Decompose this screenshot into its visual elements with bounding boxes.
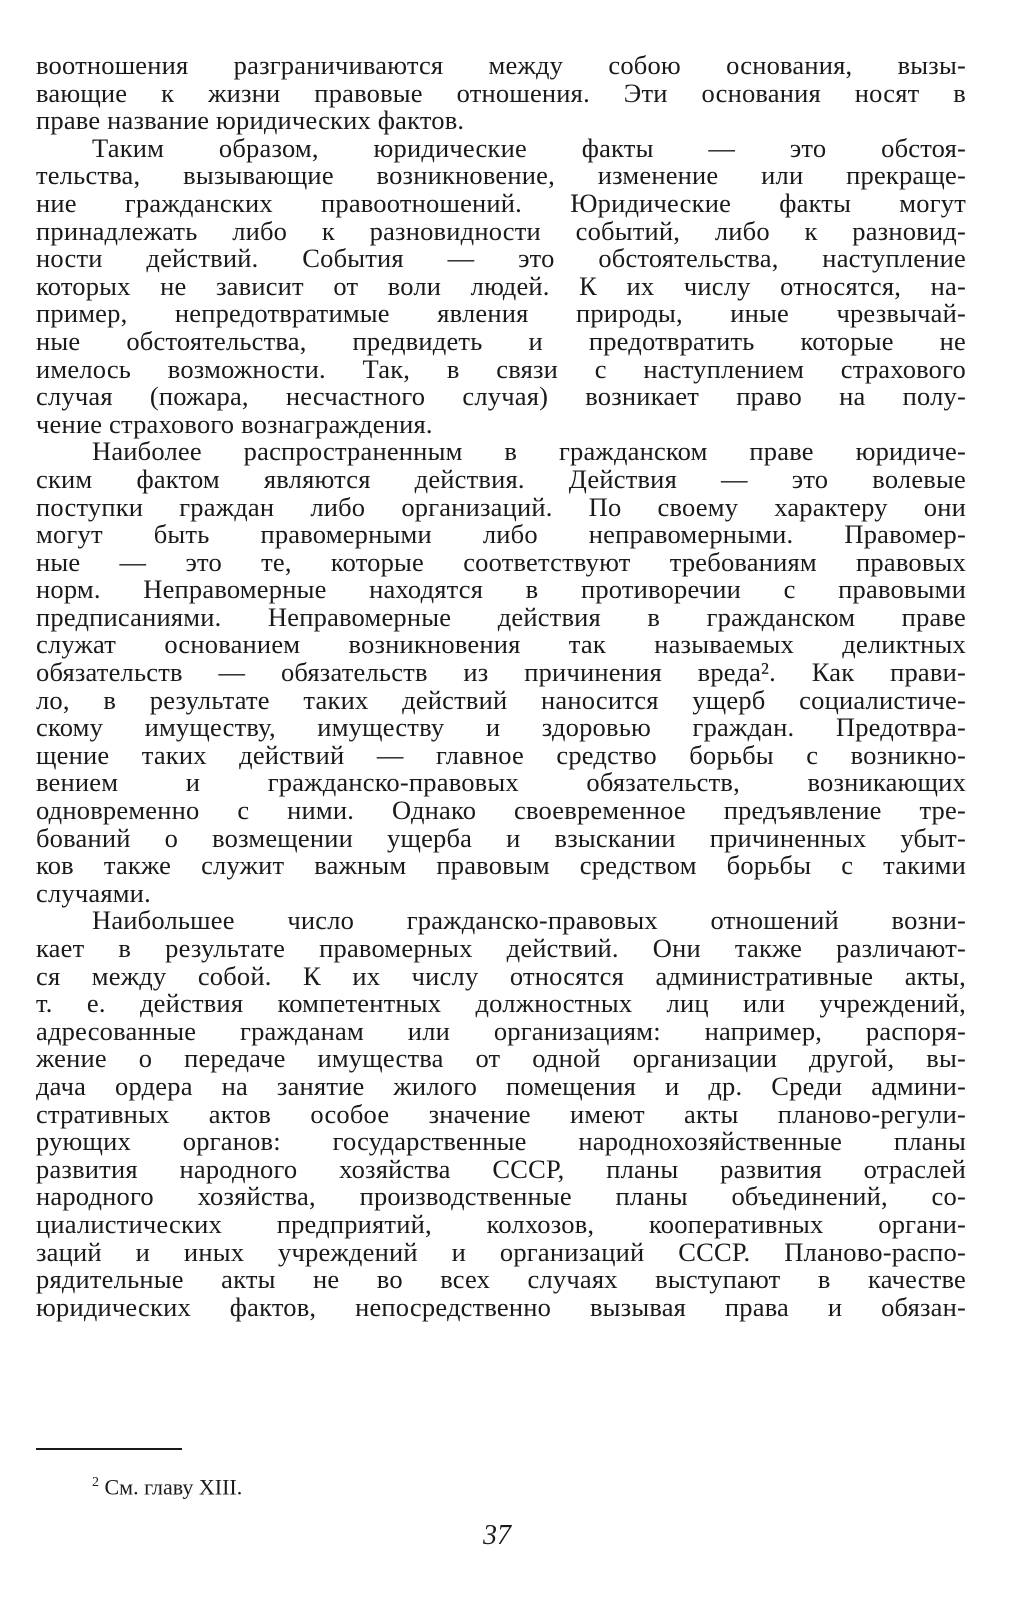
text-line: поступки граждан либо организаций. По своему характеру они <box>36 491 966 522</box>
text-line: циалистических предприятий, колхозов, кооперативных органи- <box>36 1208 966 1239</box>
page-number: 37 <box>483 1520 511 1551</box>
text-line: бований о возмещении ущерба и взыскании причиненных убыт- <box>36 822 966 853</box>
footnote-divider <box>36 1448 182 1450</box>
text-line: кает в результате правомерных действий. Они также различают- <box>36 933 966 963</box>
text-line: могут быть правомерными либо неправомерными. Правомер- <box>36 519 966 550</box>
text-line: щение таких действий — главное средство борьбы с возникно- <box>36 739 966 770</box>
text-line: ные обстоятельства, предвидеть и предотвратить которые не <box>36 325 966 356</box>
page-body <box>36 52 966 1321</box>
text-line: служат основанием возникновения так называемых деликтных <box>36 629 966 660</box>
footnote-marker: 2 <box>92 1475 99 1490</box>
footnote-text: См. главу XIII. <box>104 1474 243 1500</box>
text-line: вением и гражданско-правовых обязательств, возникающих <box>36 767 966 798</box>
text-line: чение страхового вознаграждения. <box>36 408 433 439</box>
text-line: заций и иных учреждений и организаций СССР. Планово-распо- <box>36 1236 966 1267</box>
text-line: воотношения разграничиваются между собою основания, вызы- <box>36 50 966 80</box>
text-line: рующих органов: государственные народнохозяйственные планы <box>36 1126 966 1157</box>
text-line: одновременно с ними. Однако своевременное предъявление тре- <box>36 795 966 826</box>
text-line: дача ордера на занятие жилого помещения и др. Среди админи- <box>36 1070 966 1101</box>
text-line: стративных актов особое значение имеют акты планово-регули- <box>36 1098 966 1129</box>
text-line: жение о передаче имущества от одной организации другой, вы- <box>36 1043 966 1074</box>
text-line: случаями. <box>36 877 151 908</box>
text-line: ским фактом являются действия. Действия — это волевые <box>36 463 966 494</box>
paragraph-2 <box>36 132 966 439</box>
text-line: т. е. действия компетентных должностных лиц или учреждений, <box>36 988 966 1019</box>
text-line: ные — это те, которые соответствуют требованиям правовых <box>36 546 966 577</box>
text-line: тельства, вызывающие возникновение, изменение или прекраще- <box>36 160 966 191</box>
text-line: имелось возможности. Так, в связи с наступлением страхового <box>36 353 966 384</box>
text-line: норм. Неправомерные находятся в противоречии с правовыми <box>36 574 966 605</box>
text-line: ности действий. События — это обстоятельства, наступление <box>36 243 966 274</box>
paragraph-1 <box>36 52 966 135</box>
text-line: рядительные акты не во всех случаях выступают в качестве <box>36 1264 966 1295</box>
text-line: ние гражданских правоотношений. Юридические факты могут <box>36 187 966 218</box>
text-line: принадлежать либо к разновидности событий, либо к разновид- <box>36 215 966 246</box>
text-line: адресованные гражданам или организациям: например, распоря- <box>36 1015 966 1046</box>
text-line: ков также служит важным правовым средством борьбы с такими <box>36 850 966 881</box>
text-line: праве название юридических фактов. <box>36 105 465 136</box>
text-line: Наибольшее число гражданско-правовых отношений возни- <box>92 905 966 936</box>
text-line: пример, непредотвратимые явления природы, иные чрезвычай- <box>36 298 966 329</box>
footnote <box>92 1470 242 1500</box>
text-line: обязательств — обязательств из причинения вреда². Как прави- <box>36 657 966 688</box>
paragraph-3 <box>36 438 966 907</box>
text-line: народного хозяйства, производственные планы объединений, со- <box>36 1181 966 1212</box>
text-line: развития народного хозяйства СССР, планы развития отраслей <box>36 1153 966 1184</box>
text-line: которых не зависит от воли людей. К их числу относятся, на- <box>36 270 966 301</box>
text-line: скому имуществу, имуществу и здоровью граждан. Предотвра- <box>36 712 966 743</box>
text-line: предписаниями. Неправомерные действия в гражданском праве <box>36 601 966 632</box>
text-line: Наиболее распространенным в гражданском праве юридиче- <box>92 436 966 467</box>
text-line: случая (пожара, несчастного случая) возникает право на полу- <box>36 381 966 412</box>
text-line: юридических фактов, непосредственно вызывая права и обязан- <box>36 1291 966 1322</box>
text-line: ся между собой. К их числу относятся административные акты, <box>36 960 966 991</box>
text-line: ло, в результате таких действий наносится ущерб социалистиче- <box>36 684 966 715</box>
paragraph-4 <box>36 907 966 1321</box>
text-line: вающие к жизни правовые отношения. Эти основания носят в <box>36 77 966 108</box>
text-line: Таким образом, юридические факты — это обстоя- <box>92 132 966 163</box>
